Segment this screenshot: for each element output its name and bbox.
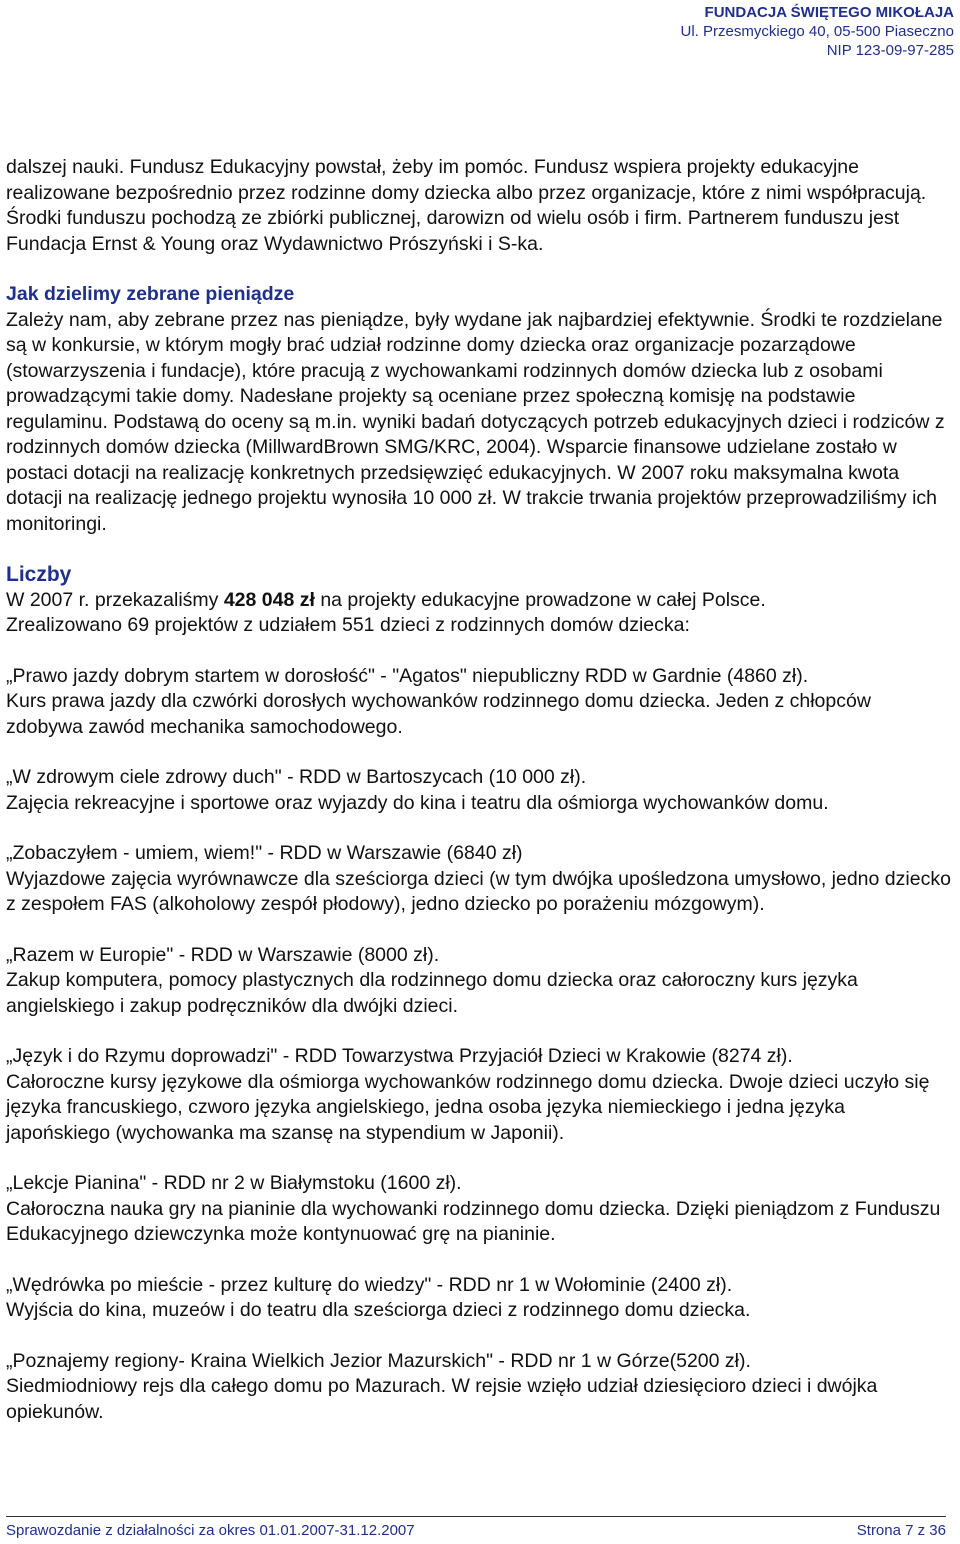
project-title: „Język i do Rzymu doprowadzi" - RDD Towarzystwa Przyjaciół Dzieci w Krakowie (8274 zł). — [6, 1045, 793, 1067]
page-header — [681, 3, 954, 60]
project-title: „Razem w Europie" - RDD w Warszawie (8000 zł). — [6, 943, 440, 966]
project-description: Zajęcia rekreacyjne i sportowe oraz wyjazdy do kina i teatru dla ośmiorga wychowanków domu. — [6, 791, 829, 814]
project-title: „Lekcje Pianina" - RDD nr 2 w Białymstoku (1600 zł). — [6, 1172, 462, 1194]
project-description: Całoroczne kursy językowe dla ośmiorga wychowanków rodzinnego domu dziecka. Dwoje dzieci uczyło się języka francuskiego, czworo języka angielskiego, jedna osoba języka niemieckiego i jedna języka japońskiego (wychowanka ma szansę na stypendium w Japonii). — [6, 1070, 930, 1144]
org-name: FUNDACJA ŚWIĘTEGO MIKOŁAJA — [704, 4, 954, 21]
org-address: Ul. Przesmyckiego 40, 05-500 Piaseczno — [680, 23, 954, 40]
project-description: Siedmiodniowy rejs dla całego domu po Mazurach. W rejsie wzięło udział dziesięcioro dzieci i dwójka opiekunów. — [6, 1375, 878, 1423]
org-nip: NIP 123-09-97-285 — [826, 42, 954, 59]
footer-page-number: Strona 7 z 36 — [856, 1522, 946, 1539]
numbers-line-2: Zrealizowano 69 projektów z udziałem 551 dzieci z rodzinnych domów dziecka: — [6, 614, 690, 636]
project-title: „Prawo jazdy dobrym startem w dorosłość" - "Agatos" niepubliczny RDD w Gardnie (4860 zł). — [6, 664, 809, 687]
page-content — [6, 155, 951, 1425]
project-title: „Poznajemy regiony- Kraina Wielkich Jezior Mazurskich" - RDD nr 1 w Górze(5200 zł). — [6, 1349, 751, 1372]
numbers-amount: 428 048 zł — [223, 588, 315, 611]
footer-report-period: Sprawozdanie z działalności za okres 01.01.2007-31.12.2007 — [6, 1522, 415, 1539]
project-title: „Zobaczyłem - umiem, wiem!" - RDD w Warszawie (6840 zł) — [6, 842, 523, 864]
numbers-line-1 — [6, 588, 951, 614]
section-heading-numbers: Liczby — [6, 563, 72, 586]
page-footer — [6, 1516, 946, 1541]
numbers-line-1-before: W 2007 r. przekazaliśmy — [6, 588, 224, 611]
project-title: „Wędrówka po mieście - przez kulturę do wiedzy" - RDD nr 1 w Wołominie (2400 zł). — [6, 1273, 733, 1296]
project-description: Wyjazdowe zajęcia wyrównawcze dla sześciorga dzieci (w tym dwójka upośledzona umysłowo, jedno dziecko z zespołem FAS (alkoholowy zespół płodowy), jedno dziecko po porażeniu mózgowym). — [6, 867, 951, 915]
numbers-line-1-after: na projekty edukacyjne prowadzone w całej Polsce. — [314, 588, 766, 611]
project-description: Zakup komputera, pomocy plastycznych dla rodzinnego domu dziecka oraz całoroczny kurs języka angielskiego i zakup podręczników dla dwójki dzieci. — [6, 969, 858, 1017]
project-title: „W zdrowym ciele zdrowy duch" - RDD w Bartoszycach (10 000 zł). — [6, 766, 587, 788]
intro-paragraph: dalszej nauki. Fundusz Edukacyjny powstał, żeby im pomóc. Fundusz wspiera projekty edukacyjne realizowane bezpośrednio przez rodzinne domy dziecka albo przez organizacje, które z nimi współpracują. Środki funduszu pochodzą ze zbiórki publicznej, darowizn od wielu osób i firm. Partnerem funduszu jest Fundacja Ernst & Young oraz Wydawnictwo Prószyński i S-ka. — [6, 156, 927, 255]
project-description: Wyjścia do kina, muzeów i do teatru dla sześciorga dzieci z rodzinnego domu dziecka. — [6, 1299, 751, 1321]
distribution-paragraph: Zależy nam, aby zebrane przez nas pieniądze, były wydane jak najbardziej efektywnie. Środki te rozdzielane są w konkursie, w którym mogły brać udział rodzinne domy dziecka oraz organizacje pozarządowe (stowarzyszenia i fundacje), które pracują z wychowankami rodzinnych domów dziecka lub z osobami prowadzącymi takie domy. Nadesłane projekty są oceniane przez społeczną komisję na podstawie regulaminu. Podstawą do oceny są m.in. wyniki badań dotyczących potrzeb edukacyjnych dzieci i rodziców z rodzinnych domów dziecka (MillwardBrown SMG/KRC, 2004). Wsparcie finansowe udzielane zostało w postaci dotacji na realizację konkretnych przedsięwzięć edukacyjnych. W 2007 roku maksymalna kwota dotacji na realizację jednego projektu wynosiła 10 000 zł. W trakcie trwania projektów przeprowadziliśmy ich monitoringi. — [6, 308, 945, 535]
section-heading-distribution: Jak dzielimy zebrane pieniądze — [6, 283, 295, 305]
project-description: Całoroczna nauka gry na pianinie dla wychowanki rodzinnego domu dziecka. Dzięki pieniądzom z Funduszu Edukacyjnego dziewczynka może kontynuować grę na pianinie. — [6, 1197, 941, 1245]
project-description: Kurs prawa jazdy dla czwórki dorosłych wychowanków rodzinnego domu dziecka. Jeden z chłopców zdobywa zawód mechanika samochodowego. — [6, 690, 871, 738]
